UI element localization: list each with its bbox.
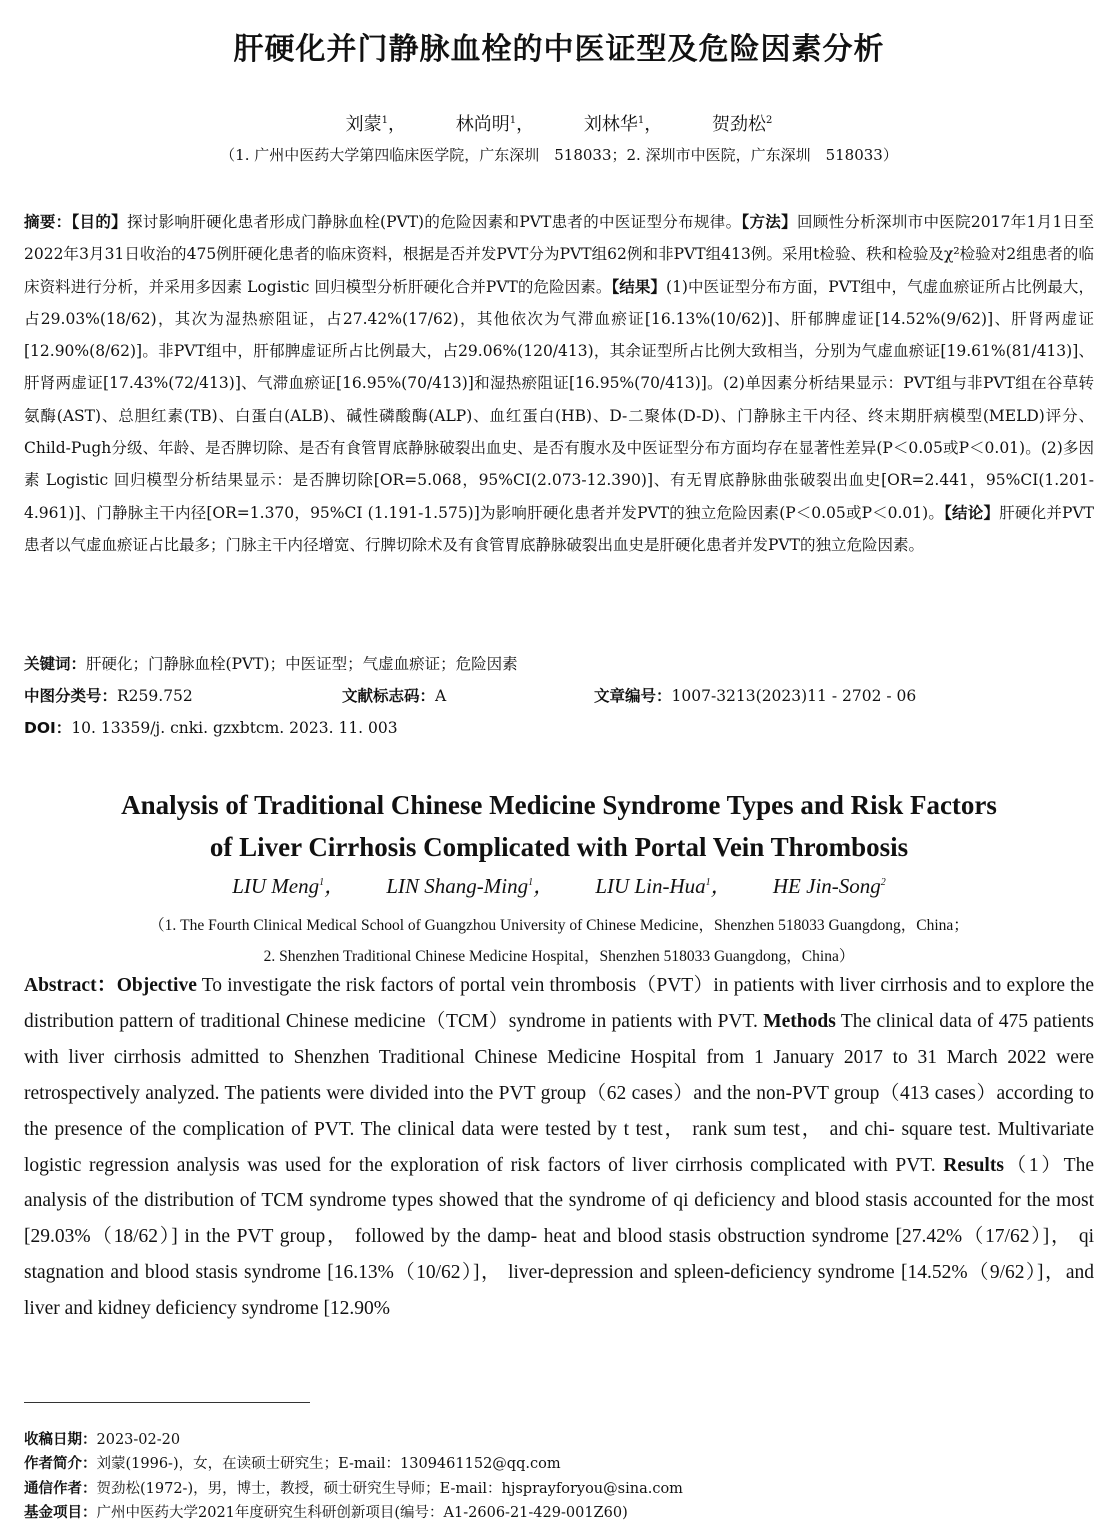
english-author: LIU Lin-Hua$^1$， [595, 874, 732, 898]
english-author: LIU Meng$^1$， [232, 874, 346, 898]
en-results-text: （1）The analysis of the distribution of TCM syndrome types showed that the syndrome of qi deficiency and blood stasis accounted for the most [29.03%（18/62）] in the PVT group， followed by the damp- heat and blood stasis obstruction syndrome [27.42%（17/62）]， qi stagnation and blood stasis syndrome [16.13%（10/62）]， liver-depression and spleen-deficiency syndrome [14.52%（9/62）]，and liver and kidney deficiency syndrome [12.90% [24, 1154, 1094, 1320]
english-authors [0, 870, 1118, 900]
results-text: (1)中医证型分布方面，PVT组中，气虚血瘀证所占比例最大，占29.03%(18/62)，其次为湿热瘀阻证，占27.42%(17/62)，其他依次为气滞血瘀证[16.13%(10/62)]、肝郁脾虚证[14.52%(9/62)]、肝肾两虚证[12.90%(8/62)]。非PVT组中，肝郁脾虚证所占比例最大，占29.06%(120/413)，其余证型所占比例大致相当，分别为气虚血瘀证[19.61%(81/413)]、肝肾两虚证[17.43%(72/413)]、气滞血瘀证[16.95%(70/413)]和湿热瘀阻证[16.95%(70/413)]。(2)单因素分析结果显示：PVT组与非PVT组在谷草转氨酶(AST)、总胆红素(TB)、白蛋白(ALB)、碱性磷酸酶(ALP)、血红蛋白(HB)、D-二聚体(D-D)、门静脉主干内径、终末期肝病模型(MELD)评分、Child-Pugh分级、年龄、是否脾切除、是否有食管胃底静脉破裂出血史、是否有腹水及中医证型分布方面均存在显著性差异(P＜0.05或P＜0.01)。(2)多因素 Logistic 回归模型分析结果显示：是否脾切除[OR=5.068，95%CI(2.073-12.390)]、有无胃底静脉曲张破裂出血史[OR=2.441，95%CI(1.201-4.961)]、门静脉主干内径[OR=1.370，95%CI (1.191-1.575)]为影响肝硬化患者并发PVT的独立危险因素(P＜0.05或P＜0.01)。 [24, 277, 1094, 522]
methods-text: 回顾性分析深圳市中医院2017年1月1日至2022年3月31日收治的475例肝硬化患者的临床资料，根据是否并发PVT分为PVT组62例和非PVT组413例。采用t检验、秩和检验及χ²检验对2组患者的临床资料进行分析，并采用多因素 Logistic 回归模型分析肝硬化合并PVT的危险因素。 [24, 213, 1094, 296]
chinese-author: 贺劲松$^2$ [711, 114, 773, 135]
footnote-divider [24, 1402, 310, 1403]
english-affiliation: （1. The Fourth Clinical Medical School of Guangzhou University of Chinese Medicine，Shenzhen 518033 Guangdong，China； 2. Shenzhen Traditional Chinese Medicine Hospital，Shenzhen 518033 Guangdong，China） [149, 917, 969, 965]
chinese-author: 刘林华$^1$， [583, 114, 663, 135]
article-number: 文章编号：1007-3213(2023)11 - 2702 - 06 [594, 687, 917, 705]
en-methods-text: The clinical data of 475 patients with liver cirrhosis admitted to Shenzhen Traditional Chinese Medicine Hospital from 1 January 2017 to 31 March 2022 were retrospectively analyzed. The patients were divided into the PVT group（62 cases）and the non-PVT group（413 cases）according to the presence of the complication of PVT. The clinical data were tested by t test， rank sum test， and chi- square test. Multivariate logistic regression analysis was used for the exploration of risk factors of liver cirrhosis complicated with PVT. [24, 1010, 1094, 1176]
conclusion-label: 【结论】 [944, 503, 1000, 522]
keywords-line: 关键词：肝硬化；门静脉血栓(PVT)；中医证型；气虚血瘀证；危险因素 [24, 655, 518, 673]
results-label: 【结果】 [611, 277, 667, 296]
en-methods-label: Methods [763, 1010, 836, 1032]
document-code: 文献标志码：A [342, 687, 447, 705]
english-title: Analysis of Traditional Chinese Medicine Syndrome Types and Risk Factors of Liver Cirrhosis Complicated with Portal Vein Thrombosis [121, 790, 997, 862]
keywords: 肝硬化；门静脉血栓(PVT)；中医证型；气虚血瘀证；危险因素 [86, 655, 518, 673]
author-info: 作者简介：刘蒙(1996-)，女，在读硕士研究生；E-mail：1309461152@qq.com [24, 1456, 561, 1473]
en-results-label: Results [943, 1154, 1004, 1176]
chinese-authors [0, 110, 1118, 136]
en-objective-label: Objective [116, 975, 197, 996]
chinese-title: 肝硬化并门静脉血栓的中医证型及危险因素分析 [233, 32, 885, 67]
english-abstract [24, 968, 1094, 1327]
doi: 10. 13359/j. cnki. gzxbtcm. 2023. 11. 003 [71, 719, 398, 737]
en-abstract-label: Abstract： [24, 975, 117, 996]
chinese-affiliation: （1. 广州中医药大学第四临床医学院，广东深圳 518033；2. 深圳市中医院，广东深圳 518033） [220, 146, 898, 164]
footnotes [24, 1428, 1094, 1525]
corresponding-author: 通信作者：贺劲松(1972-)，男，博士，教授，硕士研究生导师；E-mail：hjsprayforyou@sina.com [24, 1480, 683, 1497]
clc-number: 中图分类号：R259.752 [24, 687, 193, 705]
objective-label: 【目的】 [71, 213, 127, 231]
classification-line [24, 684, 1094, 708]
conclusion-text: 肝硬化并PVT患者以气虚血瘀证占比最多；门脉主干内径增宽、行脾切除术及有食管胃底静脉破裂出血史是肝硬化患者并发PVT的独立危险因素。 [24, 503, 1094, 554]
en-objective-text: To investigate the risk factors of portal vein thrombosis（PVT）in patients with liver cirrhosis and to explore the distribution pattern of traditional Chinese medicine（TCM）syndrome in patients with PVT. [24, 975, 1094, 1032]
chinese-author: 刘蒙$^1$， [345, 114, 407, 135]
objective-text: 探讨影响肝硬化患者形成门静脉血栓(PVT)的危险因素和PVT患者的中医证型分布规律。 [126, 213, 742, 231]
english-author: HE Jin-Song$^2$ [772, 874, 886, 898]
abstract-label: 摘要： [24, 213, 72, 231]
english-author: LIN Shang-Ming$^1$， [386, 874, 555, 898]
chinese-author: 林尚明$^1$， [455, 114, 535, 135]
fund-project: 基金项目：广州中医药大学2021年度研究生科研创新项目(编号：A1-2606-21-429-001Z60) [24, 1504, 628, 1521]
methods-label: 【方法】 [741, 213, 797, 231]
doi-line: DOI：10. 13359/j. cnki. gzxbtcm. 2023. 11. 003 [24, 719, 398, 737]
chinese-abstract [24, 206, 1094, 561]
received-date: 收稿日期：2023-02-20 [24, 1432, 181, 1448]
